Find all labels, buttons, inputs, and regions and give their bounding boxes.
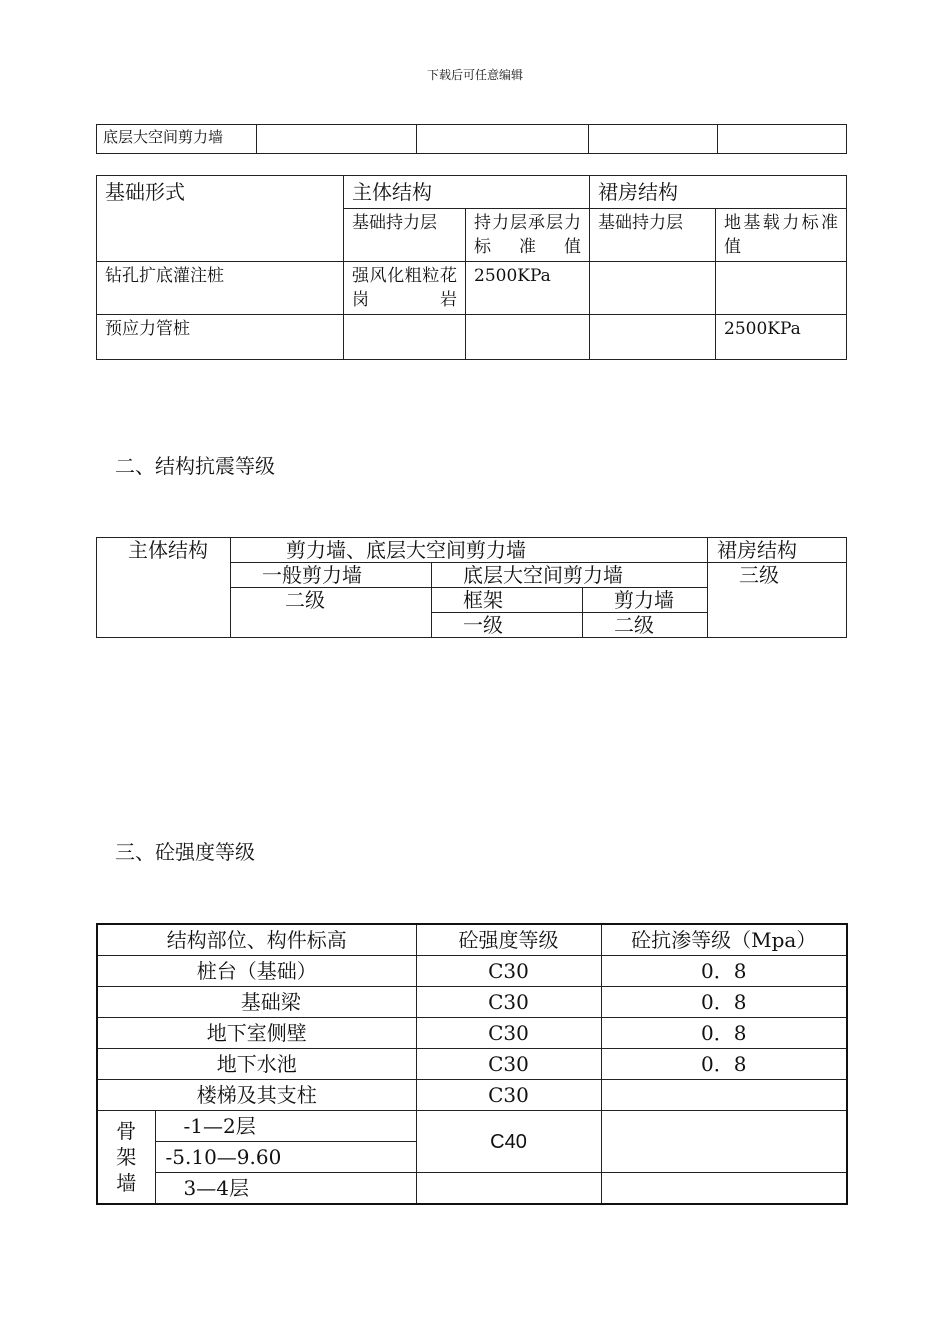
frame-wall-label bbox=[97, 1111, 155, 1205]
seismic-shear-grade: 二级 bbox=[583, 613, 708, 638]
table-row bbox=[97, 125, 847, 154]
seismic-frame-grade: 一级 bbox=[432, 613, 583, 638]
table-row bbox=[97, 538, 847, 563]
subheader-podium-layer: 基础持力层 bbox=[590, 209, 716, 262]
empty-cell bbox=[417, 125, 589, 154]
header-main-structure: 主体结构 bbox=[344, 176, 590, 209]
podium-value-cell: 2500KPa bbox=[716, 315, 847, 360]
subheader-main-value: 持力层承层力标准值 bbox=[466, 209, 590, 262]
main-value-cell: 2500KPa bbox=[466, 262, 590, 315]
table-row bbox=[97, 315, 847, 360]
seepage-cell: 0．8 bbox=[601, 1018, 847, 1049]
part-cell: 地下水池 bbox=[97, 1049, 416, 1080]
foundation-form-cell: 钻孔扩底灌注桩 bbox=[97, 262, 344, 315]
table-row bbox=[97, 1049, 847, 1080]
empty-cell bbox=[416, 1173, 601, 1205]
main-layer-cell bbox=[344, 315, 466, 360]
seismic-bottom-shear: 底层大空间剪力墙 bbox=[432, 563, 708, 588]
seismic-general-shear: 一般剪力墙 bbox=[231, 563, 432, 588]
sub-range-cell: 3—4层 bbox=[155, 1173, 416, 1205]
header-note: 下载后可任意编辑 bbox=[426, 68, 523, 82]
section-title-seismic: 二、结构抗震等级 bbox=[115, 454, 275, 478]
seismic-main-structure: 主体结构 bbox=[97, 538, 231, 638]
seismic-shear-wall-header: 剪力墙、底层大空间剪力墙 bbox=[231, 538, 708, 563]
table-row bbox=[97, 262, 847, 315]
table-row bbox=[97, 987, 847, 1018]
table-row bbox=[97, 1080, 847, 1111]
table-row bbox=[97, 956, 847, 987]
table-row bbox=[97, 176, 847, 209]
foundation-form-cell: 预应力管桩 bbox=[97, 315, 344, 360]
frame-wall-seepage bbox=[601, 1111, 847, 1173]
table-row bbox=[97, 1173, 847, 1205]
empty-cell bbox=[718, 125, 847, 154]
table-row bbox=[97, 924, 847, 956]
header-podium-structure: 裙房结构 bbox=[590, 176, 847, 209]
section-title-concrete: 三、砼强度等级 bbox=[115, 840, 255, 864]
table-row bbox=[97, 1111, 847, 1142]
seismic-podium-grade: 三级 bbox=[708, 563, 847, 638]
subheader-main-layer: 基础持力层 bbox=[344, 209, 466, 262]
seismic-grade-table bbox=[96, 537, 847, 638]
empty-cell bbox=[589, 125, 718, 154]
header-concrete-strength: 砼强度等级 bbox=[416, 924, 601, 956]
strength-cell: C30 bbox=[416, 1049, 601, 1080]
seismic-podium-header: 裙房结构 bbox=[708, 538, 847, 563]
seismic-general-grade: 二级 bbox=[231, 588, 432, 638]
seepage-cell: 0．8 bbox=[601, 956, 847, 987]
main-value-cell bbox=[466, 315, 590, 360]
foundation-table bbox=[96, 175, 847, 360]
main-layer-cell: 强风化粗粒花岗岩 bbox=[344, 262, 466, 315]
frame-wall-strength: C40 bbox=[416, 1111, 601, 1173]
seepage-cell: 0．8 bbox=[601, 987, 847, 1018]
sub-range-cell: -5.10—9.60 bbox=[155, 1142, 416, 1173]
podium-value-cell bbox=[716, 262, 847, 315]
strength-cell: C30 bbox=[416, 956, 601, 987]
header-structure-part: 结构部位、构件标高 bbox=[97, 924, 416, 956]
header-foundation-form: 基础形式 bbox=[97, 176, 344, 262]
table-row bbox=[97, 1018, 847, 1049]
partial-table bbox=[96, 124, 847, 154]
concrete-grade-table bbox=[96, 923, 848, 1205]
part-cell: 桩台（基础） bbox=[97, 956, 416, 987]
empty-cell bbox=[257, 125, 417, 154]
seismic-frame-label: 框架 bbox=[432, 588, 583, 613]
subheader-podium-value: 地基载力标准值 bbox=[716, 209, 847, 262]
strength-cell: C30 bbox=[416, 1018, 601, 1049]
strength-cell: C30 bbox=[416, 987, 601, 1018]
podium-layer-cell bbox=[590, 315, 716, 360]
seepage-cell bbox=[601, 1080, 847, 1111]
part-cell: 楼梯及其支柱 bbox=[97, 1080, 416, 1111]
row-label: 底层大空间剪力墙 bbox=[97, 125, 257, 154]
frame-wall-vertical-text: 骨架墙 bbox=[116, 1119, 137, 1195]
strength-cell: C30 bbox=[416, 1080, 601, 1111]
seismic-shear-label: 剪力墙 bbox=[583, 588, 708, 613]
part-cell: 基础梁 bbox=[97, 987, 416, 1018]
seepage-cell: 0．8 bbox=[601, 1049, 847, 1080]
header-seepage-grade: 砼抗渗等级（Mpa） bbox=[601, 924, 847, 956]
empty-cell bbox=[601, 1173, 847, 1205]
part-cell: 地下室侧壁 bbox=[97, 1018, 416, 1049]
podium-layer-cell bbox=[590, 262, 716, 315]
sub-range-cell: -1—2层 bbox=[155, 1111, 416, 1142]
